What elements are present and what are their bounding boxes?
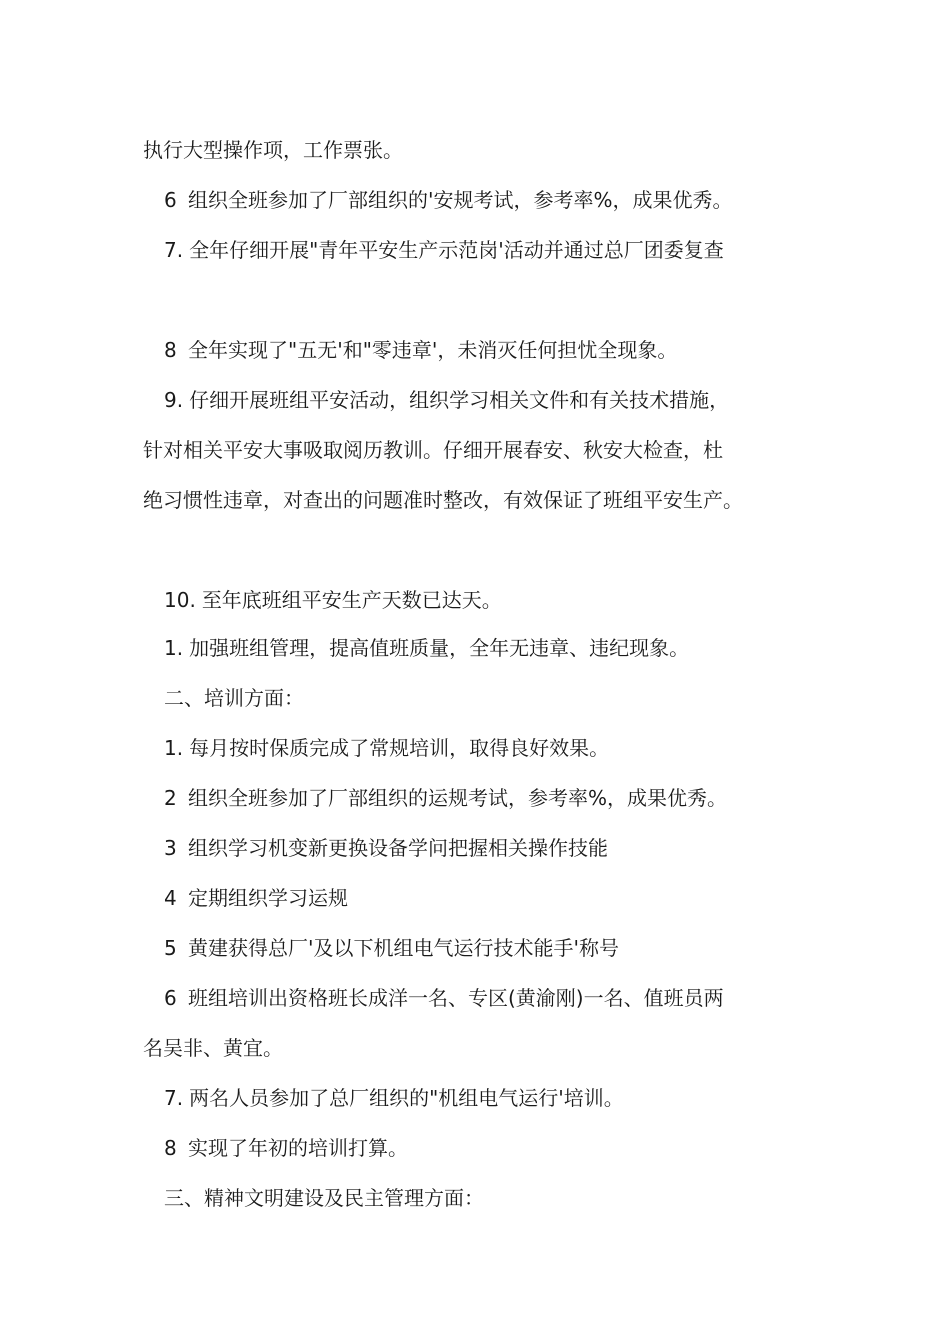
paragraph-line xyxy=(0,1034,950,1062)
list-item xyxy=(0,934,950,962)
item-number: 6 xyxy=(164,188,177,212)
item-number: 5 xyxy=(164,936,177,960)
item-number: 1. xyxy=(164,736,184,760)
item-number: 4 xyxy=(164,886,177,910)
list-item xyxy=(0,834,950,862)
paragraph-line xyxy=(0,486,950,514)
line-text: 针对相关平安大事吸取阅历教训。仔细开展春安、秋安大检查，杜 xyxy=(143,438,723,462)
item-text: 组织全班参加了厂部组织的运规考试，参考率%，成果优秀。 xyxy=(188,786,728,810)
list-item xyxy=(0,784,950,812)
item-text: 加强班组管理，提高值班质量，全年无违章、违纪现象。 xyxy=(189,636,690,660)
item-number: 7. xyxy=(164,238,184,262)
item-text: 全年仔细开展"青年平安生产示范岗'活动并通过总厂团委复查 xyxy=(189,238,724,262)
section-heading xyxy=(0,684,950,712)
list-item xyxy=(0,634,950,662)
list-item xyxy=(0,236,950,264)
list-item xyxy=(0,336,950,364)
list-item xyxy=(0,386,950,414)
item-text: 每月按时保质完成了常规培训，取得良好效果。 xyxy=(189,736,610,760)
item-text: 两名人员参加了总厂组织的"机组电气运行'培训。 xyxy=(189,1086,624,1110)
item-text: 定期组织学习运规 xyxy=(188,886,348,910)
list-item xyxy=(0,734,950,762)
item-text: 仔细开展班组平安活动，组织学习相关文件和有关技术措施， xyxy=(189,388,730,412)
list-item xyxy=(0,1084,950,1112)
paragraph-line xyxy=(0,136,950,164)
item-text: 至年底班组平安生产天数已达天。 xyxy=(201,588,502,612)
list-item xyxy=(0,1134,950,1162)
item-number: 8 xyxy=(164,1136,177,1160)
item-number: 1. xyxy=(164,636,184,660)
item-text: 全年实现了"五无'和"零违章'，未消灭任何担忧全现象。 xyxy=(188,338,678,362)
line-text: 绝习惯性违章，对查出的问题准时整改，有效保证了班组平安生产。 xyxy=(143,488,743,512)
list-item xyxy=(0,884,950,912)
item-text: 组织全班参加了厂部组织的'安规考试，参考率%，成果优秀。 xyxy=(188,188,733,212)
item-number: 10. xyxy=(164,588,196,612)
item-number: 2 xyxy=(164,786,177,810)
paragraph-line xyxy=(0,436,950,464)
item-text: 组织学习机变新更换设备学问把握相关操作技能 xyxy=(188,836,608,860)
item-number: 8 xyxy=(164,338,177,362)
section-heading xyxy=(0,1184,950,1212)
item-text: 实现了年初的培训打算。 xyxy=(188,1136,408,1160)
item-number: 3 xyxy=(164,836,177,860)
list-item xyxy=(0,984,950,1012)
item-text: 黄建获得总厂'及以下机组电气运行技术能手'称号 xyxy=(188,936,619,960)
item-number: 9. xyxy=(164,388,184,412)
line-text: 执行大型操作项，工作票张。 xyxy=(143,138,403,162)
heading-text: 三、精神文明建设及民主管理方面： xyxy=(164,1186,484,1210)
item-text: 班组培训出资格班长成洋一名、专区(黄渝刚)一名、值班员两 xyxy=(188,986,724,1010)
list-item xyxy=(0,186,950,214)
item-number: 6 xyxy=(164,986,177,1010)
heading-text: 二、培训方面： xyxy=(164,686,304,710)
list-item xyxy=(0,586,950,614)
line-text: 名吴非、黄宜。 xyxy=(143,1036,283,1060)
item-number: 7. xyxy=(164,1086,184,1110)
